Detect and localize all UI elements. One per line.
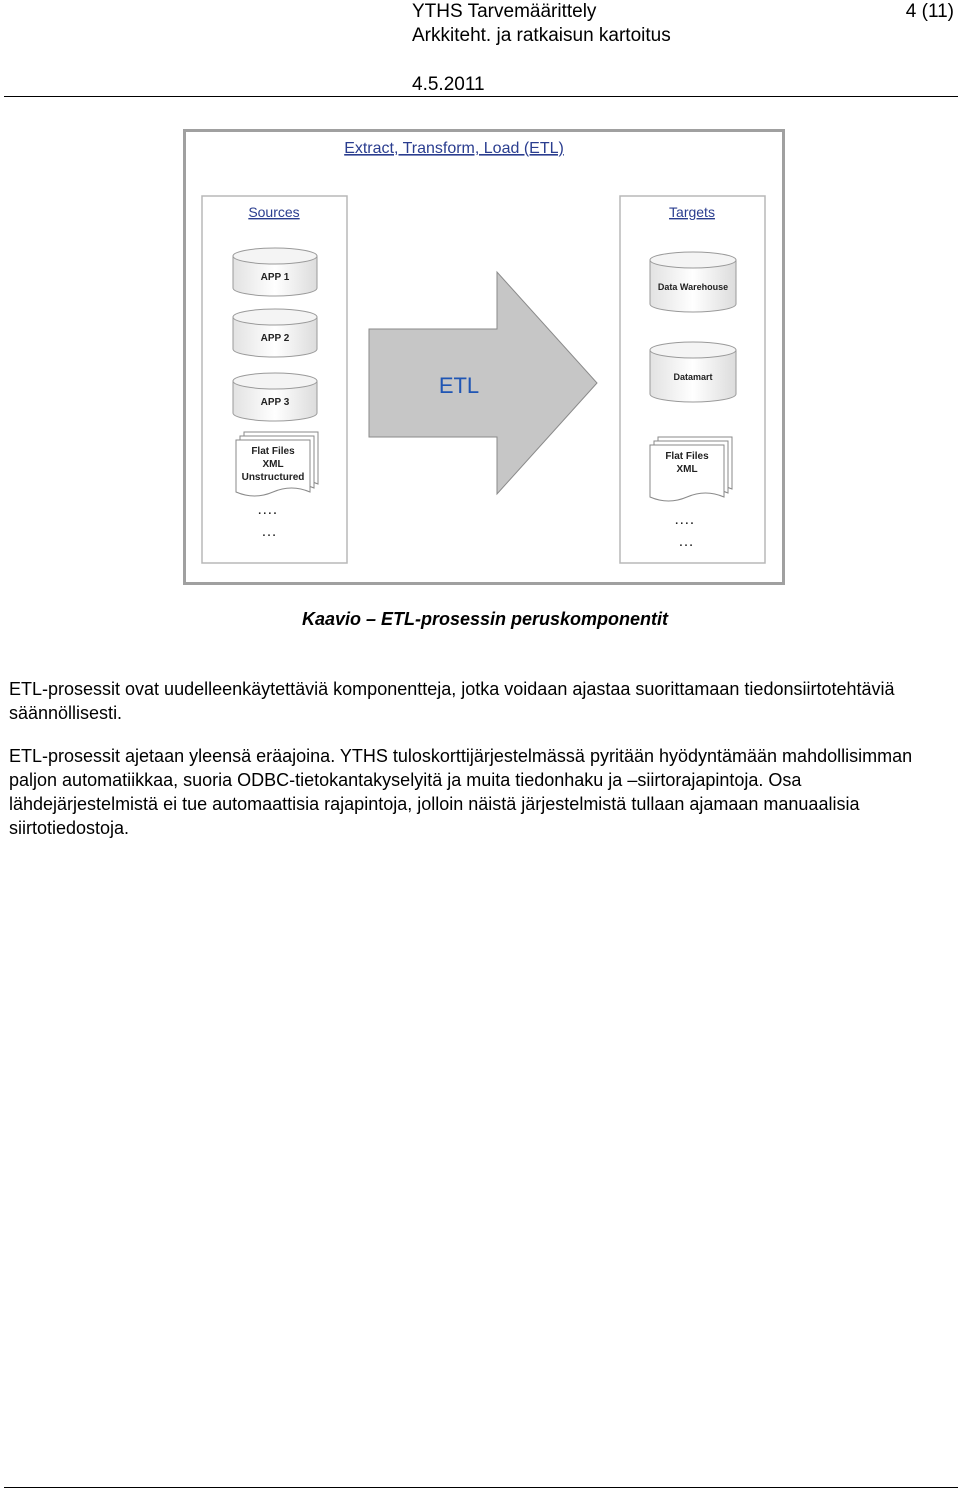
header-rule [4,96,958,97]
document-subtitle: Arkkiteht. ja ratkaisun kartoitus [412,25,671,46]
database-label: APP 2 [260,333,290,344]
etl-diagram [183,129,785,585]
files-icon [236,432,318,496]
files-icon [650,437,732,501]
database-label: Datamart [673,372,713,382]
database-label: APP 3 [260,397,290,408]
file-label: Unstructured [241,472,305,483]
paragraph: ETL-prosessit ovat uudelleenkäytettäviä komponentteja, jotka voidaan ajastaa suorittamaan tiedonsiirtotehtäviä säännöllisesti. [9,679,895,723]
database-icon [233,309,317,357]
file-label: Flat Files [251,446,295,457]
ellipsis: … [678,533,694,550]
file-label: XML [676,464,698,475]
database-icon [650,342,736,402]
database-icon [233,248,317,296]
targets-label: Targets [669,204,715,220]
diagram-title: Extract, Transform, Load (ETL) [344,140,564,157]
file-label: Flat Files [665,451,709,462]
file-label: XML [262,459,284,470]
ellipsis: …. [673,511,695,528]
document-date: 4.5.2011 [412,74,485,95]
document-title: YTHS Tarvemäärittely [412,1,597,22]
page-number: 4 (11) [905,1,954,22]
database-icon [233,373,317,421]
footer-rule [4,1487,958,1488]
sources-label: Sources [248,204,300,220]
database-label: Data Warehouse [657,282,729,292]
ellipsis: …. [256,501,278,518]
ellipsis: … [261,523,277,540]
database-icon [650,252,736,312]
paragraph: ETL-prosessit ajetaan yleensä eräajoina. YTHS tuloskorttijärjestelmässä pyritään hyödyntämään mahdollisimman paljon automatiikkaa, suoria ODBC-tietokantakyselyitä ja muita tiedonhaku ja –siirtorajapintoja. Osa lähdejärjestelmistä ei tue automaattisia rajapintoja, jolloin näistä järjestelmistä tullaan ajamaan manuaalisia siirtotiedostoja. [9,746,913,838]
database-label: APP 1 [260,272,290,283]
figure-caption: Kaavio – ETL-prosessin peruskomponentit [301,609,669,629]
etl-label: ETL [438,373,480,398]
